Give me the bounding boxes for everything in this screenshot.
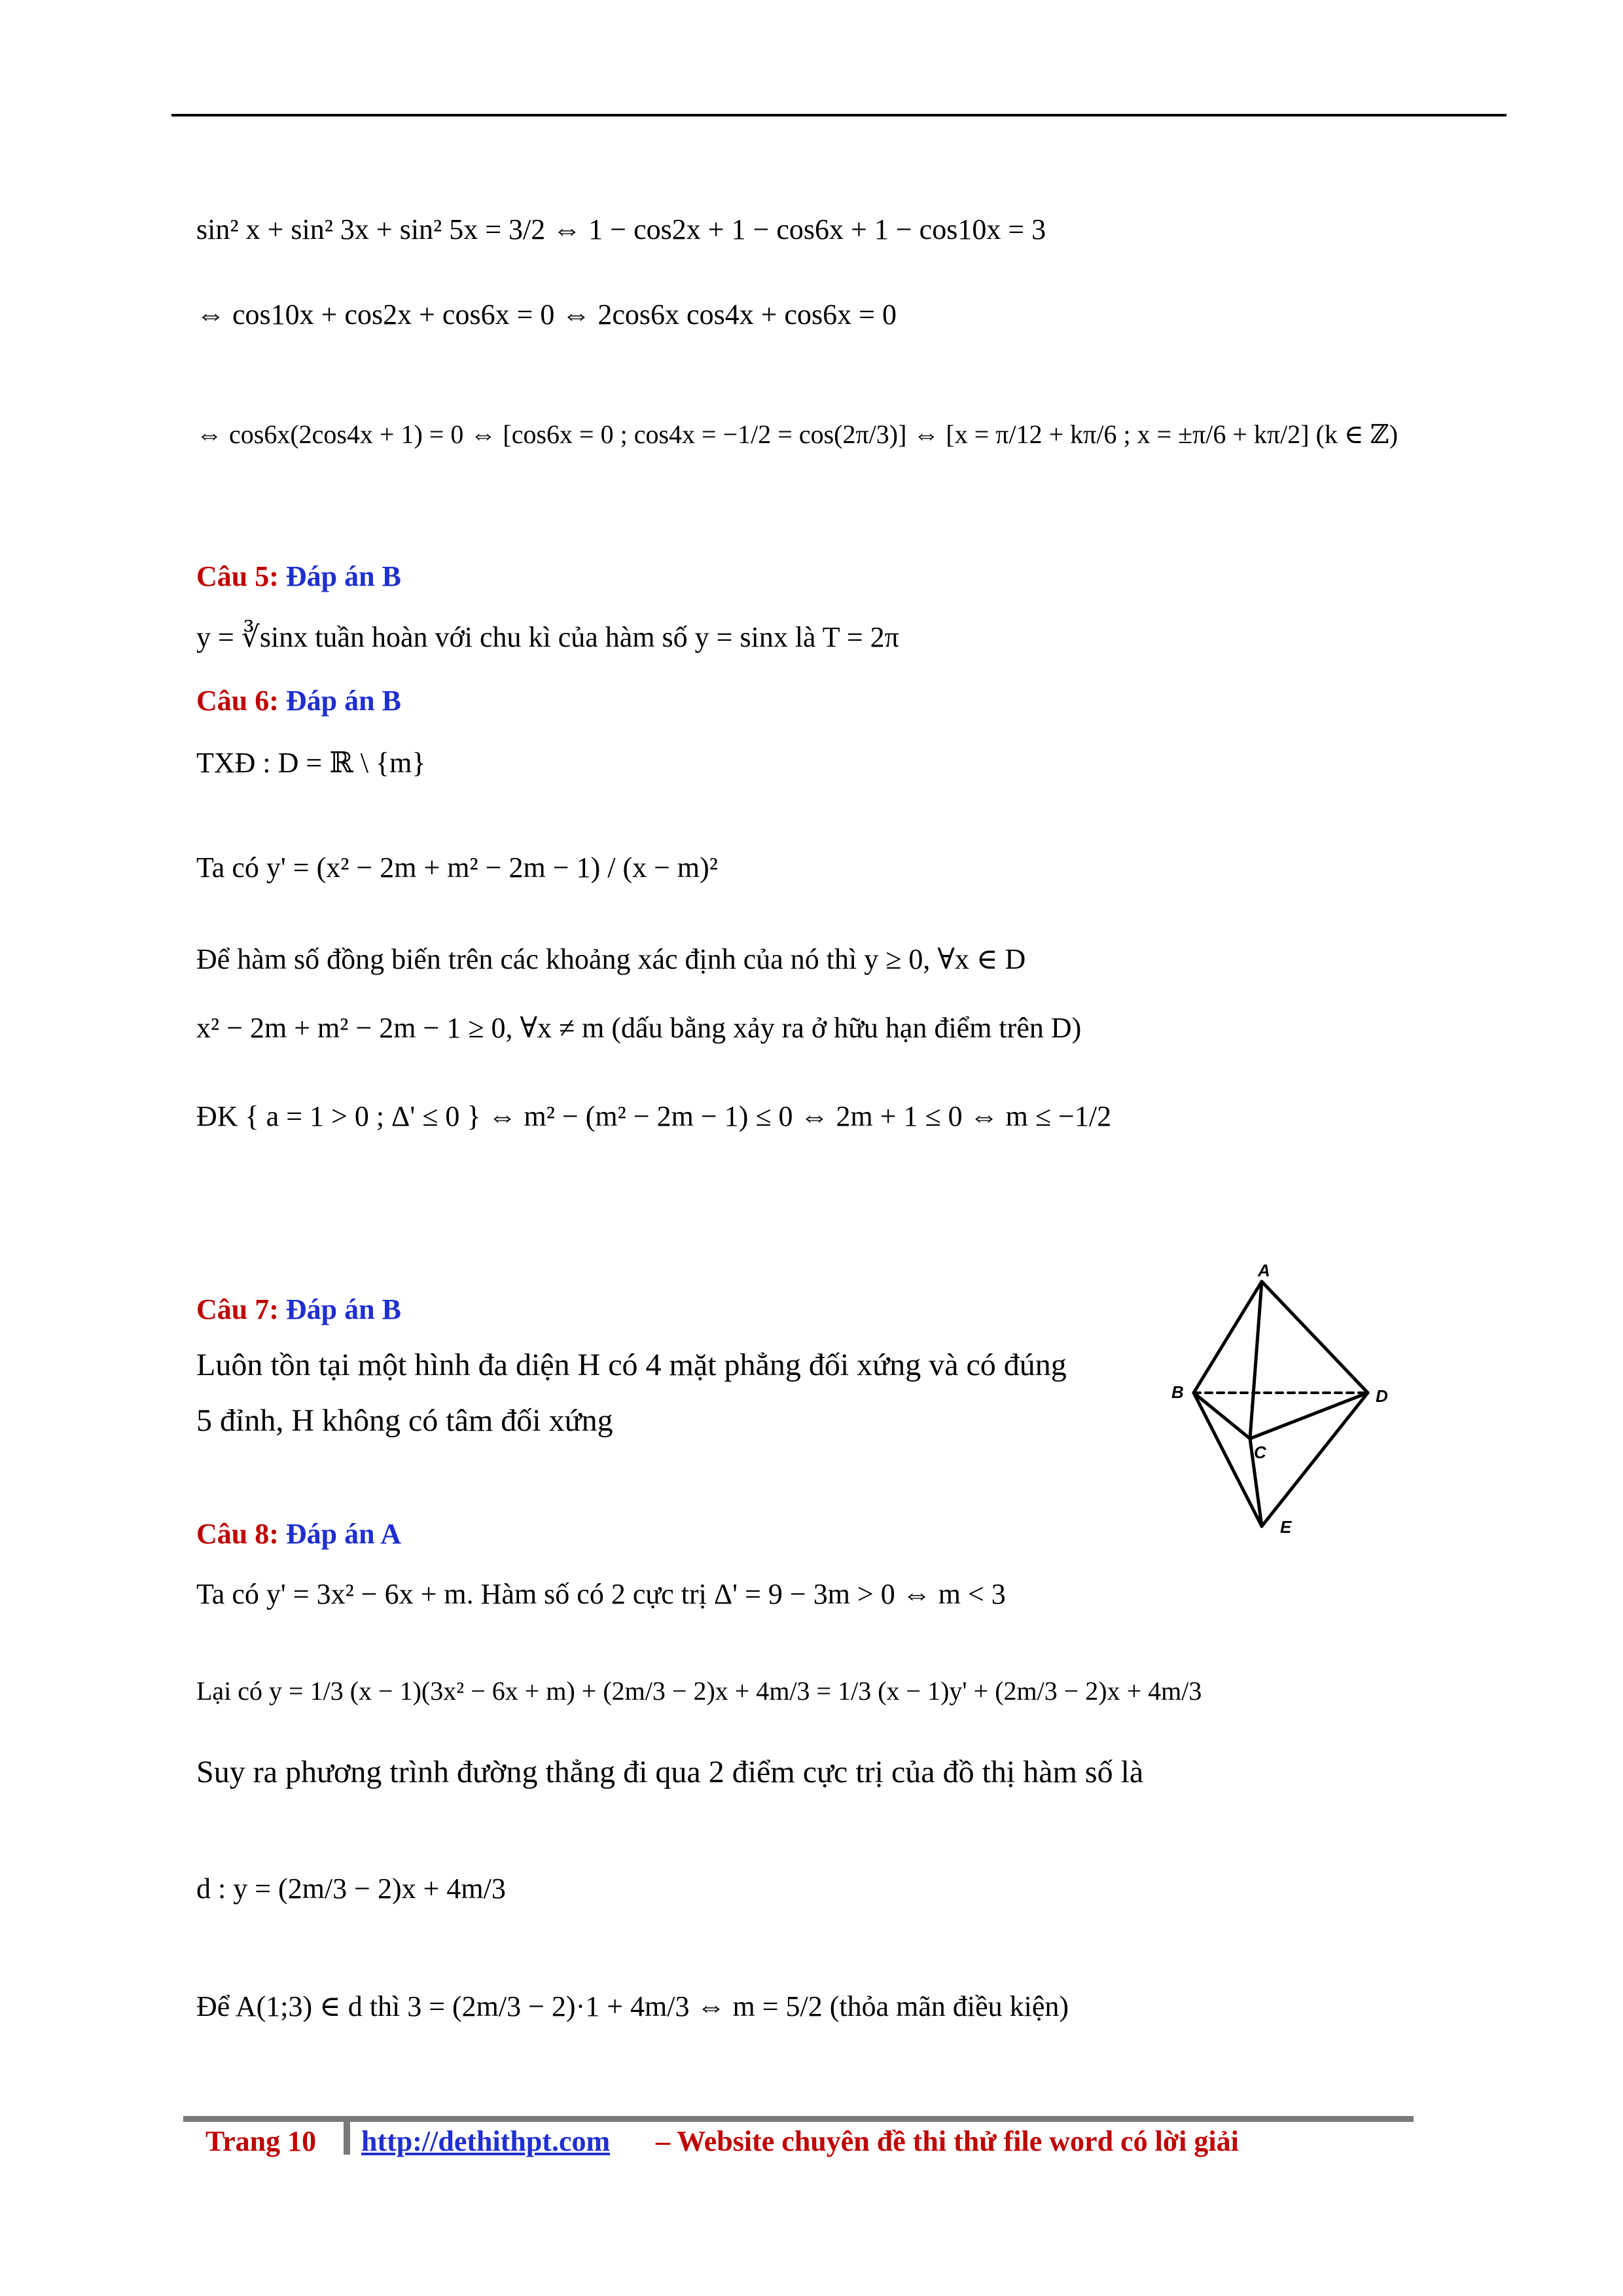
edge-bc bbox=[1194, 1393, 1250, 1439]
label-c: C bbox=[1254, 1443, 1266, 1462]
footer-rule bbox=[183, 2116, 1414, 2122]
q6-line-2: Ta có y' = (x² − 2m + m² − 2m − 1) / (x − m)² bbox=[196, 852, 718, 884]
q6-heading bbox=[196, 684, 401, 717]
header-rule bbox=[171, 114, 1507, 117]
q8-number: Câu 8: bbox=[196, 1518, 279, 1550]
q8-line-3: Suy ra phương trình đường thẳng đi qua 2 điểm cực trị của đồ thị hàm số là bbox=[196, 1755, 1144, 1789]
q7-line-2: 5 đỉnh, H không có tâm đối xứng bbox=[196, 1403, 613, 1438]
q7-number: Câu 7: bbox=[196, 1293, 279, 1325]
q8-line-2: Lại có y = 1/3 (x − 1)(3x² − 6x + m) + (2m/3 − 2)x + 4m/3 = 1/3 (x − 1)y' + (2m/3 − 2)x + 4m/3 bbox=[196, 1676, 1202, 1706]
q4-line-1: sin² x + sin² 3x + sin² 5x = 3/2 ⇔ 1 − cos2x + 1 − cos6x + 1 − cos10x = 3 bbox=[196, 213, 1046, 245]
q5-number: Câu 5: bbox=[196, 560, 279, 592]
q6-line-5: ĐK { a = 1 > 0 ; Δ' ≤ 0 } ⇔ m² − (m² − 2m − 1) ≤ 0 ⇔ 2m + 1 ≤ 0 ⇔ m ≤ −1/2 bbox=[196, 1100, 1112, 1132]
q8-line-1: Ta có y' = 3x² − 6x + m. Hàm số có 2 cực trị Δ' = 9 − 3m > 0 ⇔ m < 3 bbox=[196, 1578, 1006, 1610]
label-e: E bbox=[1280, 1517, 1292, 1537]
q7-answer: Đáp án B bbox=[285, 1293, 401, 1325]
footer-description: – Website chuyên đề thi thử file word có lời giải bbox=[656, 2125, 1239, 2157]
label-b: B bbox=[1171, 1382, 1184, 1402]
q6-line-1: TXĐ : D = ℝ \ {m} bbox=[196, 747, 426, 779]
q6-line-4: x² − 2m + m² − 2m − 1 ≥ 0, ∀x ≠ m (dấu bằng xảy ra ở hữu hạn điểm trên D) bbox=[196, 1012, 1082, 1044]
edge-ad bbox=[1262, 1282, 1368, 1393]
edge-ab bbox=[1194, 1282, 1262, 1393]
q6-line-3: Để hàm số đồng biến trên các khoảng xác định của nó thì y ≥ 0, ∀x ∈ D bbox=[196, 943, 1026, 975]
q5-body: y = ∛sinx tuần hoàn với chu kì của hàm số y = sinx là T = 2π bbox=[196, 621, 899, 653]
q5-heading bbox=[196, 560, 401, 593]
bipyramid-figure bbox=[1152, 1263, 1400, 1545]
q8-line-5: Để A(1;3) ∈ d thì 3 = (2m/3 − 2)·1 + 4m/3 ⇔ m = 5/2 (thỏa mãn điều kiện) bbox=[196, 1990, 1069, 2022]
footer-link[interactable]: http://dethithpt.com bbox=[361, 2125, 611, 2157]
footer-page-number: Trang 10 bbox=[205, 2125, 317, 2157]
q7-line-1: Luôn tồn tại một hình đa diện H có 4 mặt phẳng đối xứng và có đúng bbox=[196, 1348, 1067, 1382]
q8-line-4: d : y = (2m/3 − 2)x + 4m/3 bbox=[196, 1873, 506, 1905]
label-a: A bbox=[1258, 1263, 1270, 1280]
q7-heading bbox=[196, 1293, 401, 1326]
q5-answer: Đáp án B bbox=[285, 560, 401, 592]
q4-line-2: ⇔ cos10x + cos2x + cos6x = 0 ⇔ 2cos6x cos4x + cos6x = 0 bbox=[196, 298, 897, 331]
footer-separator bbox=[344, 2118, 350, 2155]
q4-line-3: ⇔ cos6x(2cos4x + 1) = 0 ⇔ [cos6x = 0 ; cos4x = −1/2 = cos(2π/3)] ⇔ [x = π/12 + kπ/6 ; x = ±π/6 + kπ/2] (k ∈ ℤ) bbox=[196, 420, 1399, 449]
label-d: D bbox=[1376, 1386, 1388, 1406]
q8-heading bbox=[196, 1517, 401, 1551]
q6-answer: Đáp án B bbox=[285, 685, 401, 717]
q6-number: Câu 6: bbox=[196, 685, 279, 717]
q8-answer: Đáp án A bbox=[285, 1518, 401, 1550]
edge-ac bbox=[1250, 1282, 1262, 1439]
